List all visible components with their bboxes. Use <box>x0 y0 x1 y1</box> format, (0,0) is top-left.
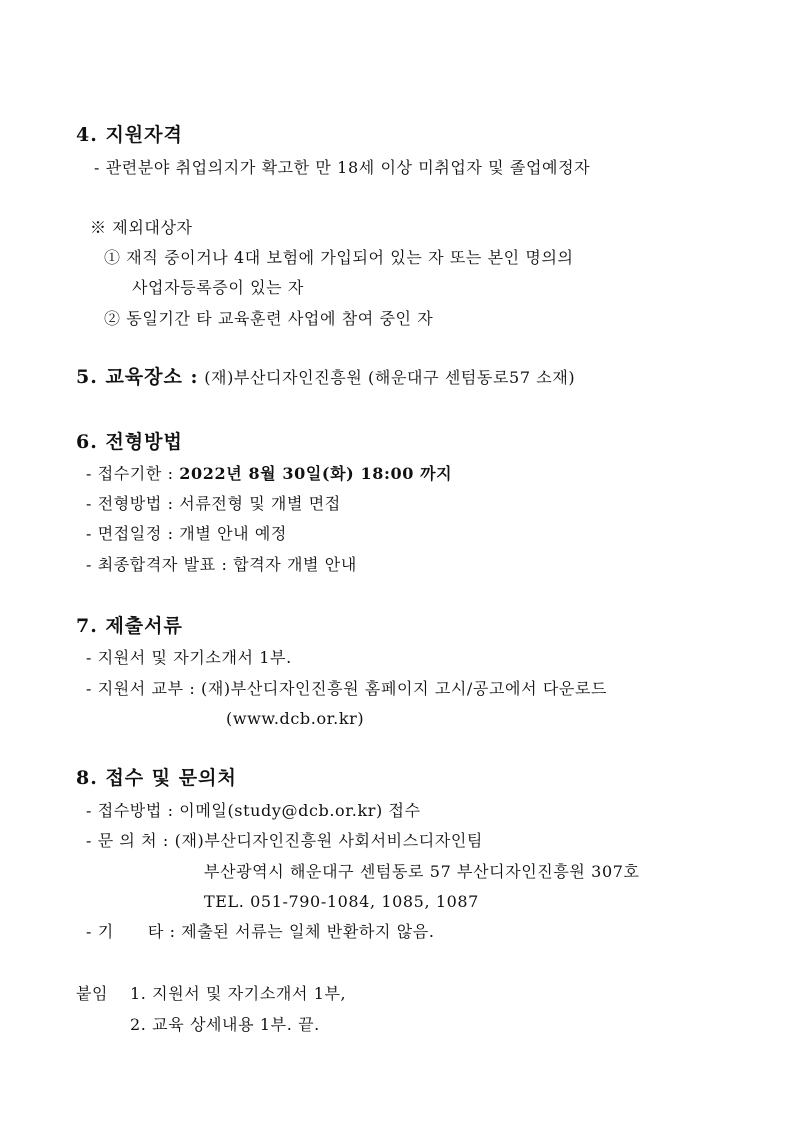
section-8-contact <box>86 831 483 851</box>
section-7-item-download <box>86 679 607 699</box>
section-8-method <box>86 801 421 821</box>
item-value: (재)부산디자인진흥원 홈페이지 고시/공고에서 다운로드 <box>201 679 608 698</box>
item-label: - 접수기한 : <box>86 464 174 483</box>
section-5-location: (재)부산디자인진흥원 (해운대구 센텀동로57 소재) <box>204 368 576 387</box>
contact-address: 부산광역시 해운대구 센텀동로 57 부산디자인진흥원 307호 <box>204 862 640 881</box>
section-4-exclusion-1: ① 재직 중이거나 4대 보험에 가입되어 있는 자 또는 본인 명의의 <box>104 248 574 267</box>
section-6-item-result <box>86 555 357 575</box>
item-label: - 문 의 처 : <box>86 831 169 850</box>
item-label: - 전형방법 : <box>86 494 174 513</box>
item-value: 2022년 8월 30일(화) 18:00 까지 <box>179 464 453 483</box>
section-7-title: 7. 제출서류 <box>76 615 183 637</box>
section-4-exclusion-2: ② 동일기간 타 교육훈련 사업에 참여 중인 자 <box>104 309 434 328</box>
section-4-title: 4. 지원자격 <box>76 124 183 146</box>
item-label: - 면접일정 : <box>86 524 174 543</box>
contact-org: (재)부산디자인진흥원 사회서비스디자인팀 <box>174 831 483 850</box>
section-6-item-method <box>86 494 341 514</box>
section-6-title: 6. 전형방법 <box>76 431 183 453</box>
section-4-exclusion-title: ※ 제외대상자 <box>90 218 193 237</box>
section-6-item-interview <box>86 524 287 544</box>
item-label: - 지원서 교부 : <box>86 679 196 698</box>
item-value: 합격자 개별 안내 <box>233 555 357 574</box>
section-4-exclusion-1-cont: 사업자등록증이 있는 자 <box>132 278 304 297</box>
item-label: - 기 타 : <box>86 922 176 941</box>
section-5-title: 5. 교육장소 : <box>76 366 199 388</box>
item-label: - 최종합격자 발표 : <box>86 555 228 574</box>
attachments-label: 붙임 <box>76 984 109 1003</box>
section-8-title: 8. 접수 및 문의처 <box>76 767 237 789</box>
section-7-item-documents: - 지원서 및 자기소개서 1부. <box>86 648 292 667</box>
item-label: - 접수방법 : <box>86 801 174 820</box>
attachment-item-2: 2. 교육 상세내용 1부. 끝. <box>130 1015 320 1034</box>
section-4-qualification: - 관련분야 취업의지가 확고한 만 18세 이상 미취업자 및 졸업예정자 <box>94 158 591 177</box>
item-value: 서류전형 및 개별 면접 <box>179 494 341 513</box>
section-8-etc <box>86 922 435 942</box>
item-value: 제출된 서류는 일체 반환하지 않음. <box>181 922 435 941</box>
contact-phone: TEL. 051-790-1084, 1085, 1087 <box>204 892 479 911</box>
email-value[interactable]: 이메일(study@dcb.or.kr) 접수 <box>179 801 421 820</box>
section-6-item-deadline <box>86 464 452 484</box>
attachment-item-1: 1. 지원서 및 자기소개서 1부, <box>130 984 347 1003</box>
section-5 <box>76 367 575 388</box>
website-link[interactable]: (www.dcb.or.kr) <box>226 709 365 728</box>
item-value: 개별 안내 예정 <box>179 524 287 543</box>
